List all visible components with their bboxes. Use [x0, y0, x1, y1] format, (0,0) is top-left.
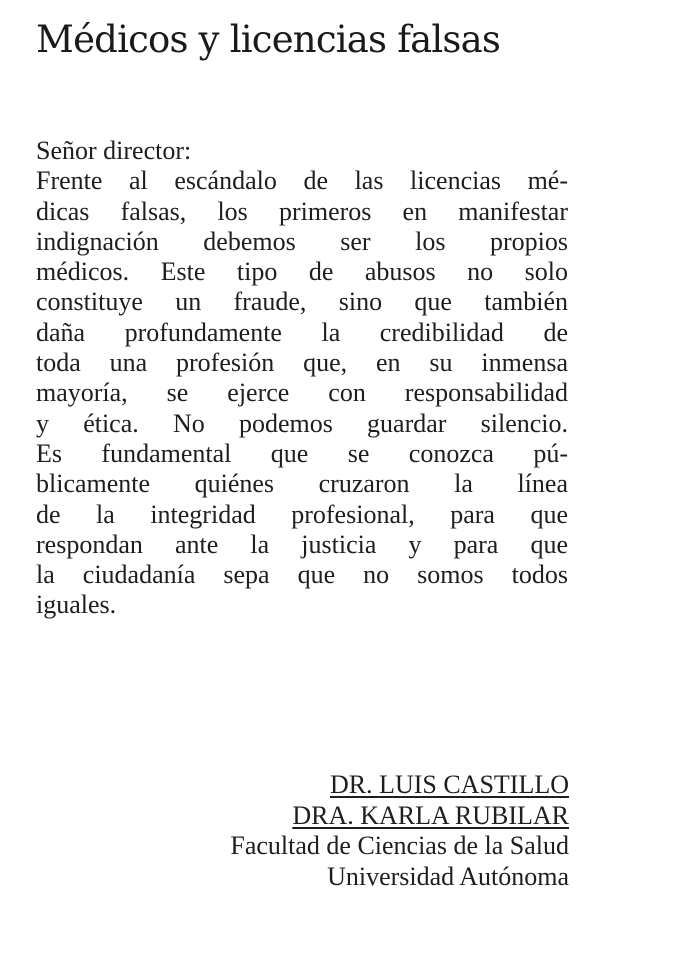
letter-line: respondan ante la justicia y para que — [36, 529, 568, 559]
affiliation: Universidad Autónoma — [327, 861, 569, 891]
letter-line: daña profundamente la credibilidad de — [36, 317, 568, 347]
letter-line: médicos. Este tipo de abusos no solo — [36, 257, 568, 287]
letter-line: indignación debemos ser los propios — [36, 226, 568, 256]
letter-body — [36, 136, 568, 621]
letter-line: la ciudadanía sepa que no somos todos — [36, 560, 568, 590]
salutation: Señor director: — [36, 136, 192, 165]
letter-line: constituye un fraude, sino que también — [36, 287, 568, 317]
letter-line: Es fundamental que se conozca pú- — [36, 438, 568, 468]
letter-line: blicamente quiénes cruzaron la línea — [36, 469, 568, 499]
letter-line: de la integridad profesional, para que — [36, 499, 568, 529]
signer-name: DR. LUIS CASTILLO — [329, 770, 569, 799]
letter-line: iguales. — [36, 590, 117, 620]
letter-paragraph — [36, 166, 568, 620]
signature-block — [230, 770, 569, 892]
letter-line: Frente al escándalo de las licencias mé- — [36, 166, 568, 196]
signer-name: DRA. KARLA RUBILAR — [292, 800, 569, 830]
letter-line: y ética. No podemos guardar silencio. — [36, 408, 568, 438]
letter-line: mayoría, se ejerce con responsabilidad — [36, 378, 568, 408]
letter-line: toda una profesión que, en su inmensa — [36, 348, 568, 378]
affiliation: Facultad de Ciencias de la Salud — [230, 831, 569, 860]
headline: Médicos y licencias falsas — [36, 18, 501, 61]
letter-line: dicas falsas, los primeros en manifestar — [36, 196, 568, 226]
